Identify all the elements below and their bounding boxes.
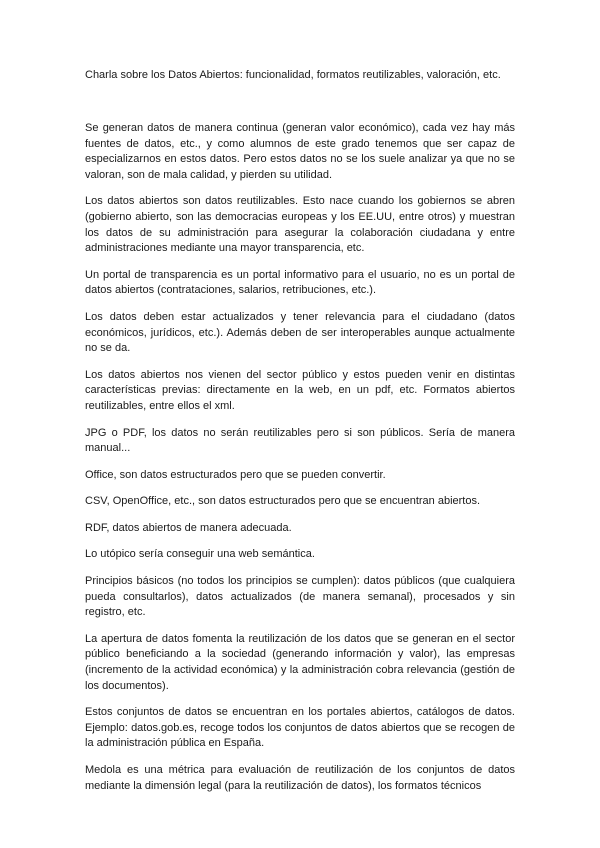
paragraph-4: Los datos deben estar actualizados y tener relevancia para el ciudadano (datos económicos, jurídicos, etc.). Además deben de ser interoperables aunque actualmente no se da. [85, 310, 515, 355]
paragraph-14: Medola es una métrica para evaluación de reutilización de los conjuntos de datos mediante la dimensión legal (para la reutilización de datos), los formatos técnicos [85, 764, 515, 792]
paragraph-6: JPG o PDF, los datos no serán reutilizables pero si son públicos. Sería de manera manual... [85, 426, 515, 455]
paragraph-2: Los datos abiertos son datos reutilizables. Esto nace cuando los gobiernos se abren (gobierno abierto, son las democracias europeas y los EE.UU, entre otros) y muestran los datos de su administración para asegurar la colaboración ciudadana y entre administraciones mediante una mayor transparencia, etc. [85, 195, 515, 255]
paragraph-12: La apertura de datos fomenta la reutilización de los datos que se generan en el sector público beneficiando a la sociedad (generando información y valor), las empresas (incremento de la actividad económica) y la administración cobra relevancia (gestión de los documentos). [85, 632, 515, 692]
paragraph-1: Se generan datos de manera continua (generan valor económico), cada vez hay más fuentes de datos, etc., y como alumnos de este grado tenemos que ser capaz de especializarnos en estos datos. Pero estos datos no se los suele analizar ya que no se valoran, son de mala calidad, y pierden su utilidad. [85, 122, 515, 181]
paragraph-10: Lo utópico sería conseguir una web semántica. [85, 548, 315, 561]
paragraph-3: Un portal de transparencia es un portal informativo para el usuario, no es un portal de datos abiertos (contrataciones, salarios, retribuciones, etc.). [85, 268, 515, 297]
document-body [85, 121, 515, 794]
paragraph-11: Principios básicos (no todos los principios se cumplen): datos públicos (que cualquiera pueda consultarlos), datos actualizados (de manera semanal), procesados y sin registro, etc. [85, 575, 515, 619]
paragraph-13: Estos conjuntos de datos se encuentran en los portales abiertos, catálogos de datos. Ejemplo: datos.gob.es, recoge todos los conjuntos de datos abiertos que se recogen de la administración pública en España. [85, 706, 515, 750]
document-title: Charla sobre los Datos Abiertos: funcionalidad, formatos reutilizables, valoración, etc. [85, 69, 501, 81]
paragraph-5: Los datos abiertos nos vienen del sector público y estos pueden venir en distintas características previas: directamente en la web, en un pdf, etc. Formatos abiertos reutilizables, entre ellos el xml. [85, 368, 515, 412]
paragraph-8: CSV, OpenOffice, etc., son datos estructurados pero que se encuentran abiertos. [85, 495, 481, 508]
paragraph-9: RDF, datos abiertos de manera adecuada. [85, 521, 292, 534]
paragraph-7: Office, son datos estructurados pero que se pueden convertir. [85, 468, 386, 481]
